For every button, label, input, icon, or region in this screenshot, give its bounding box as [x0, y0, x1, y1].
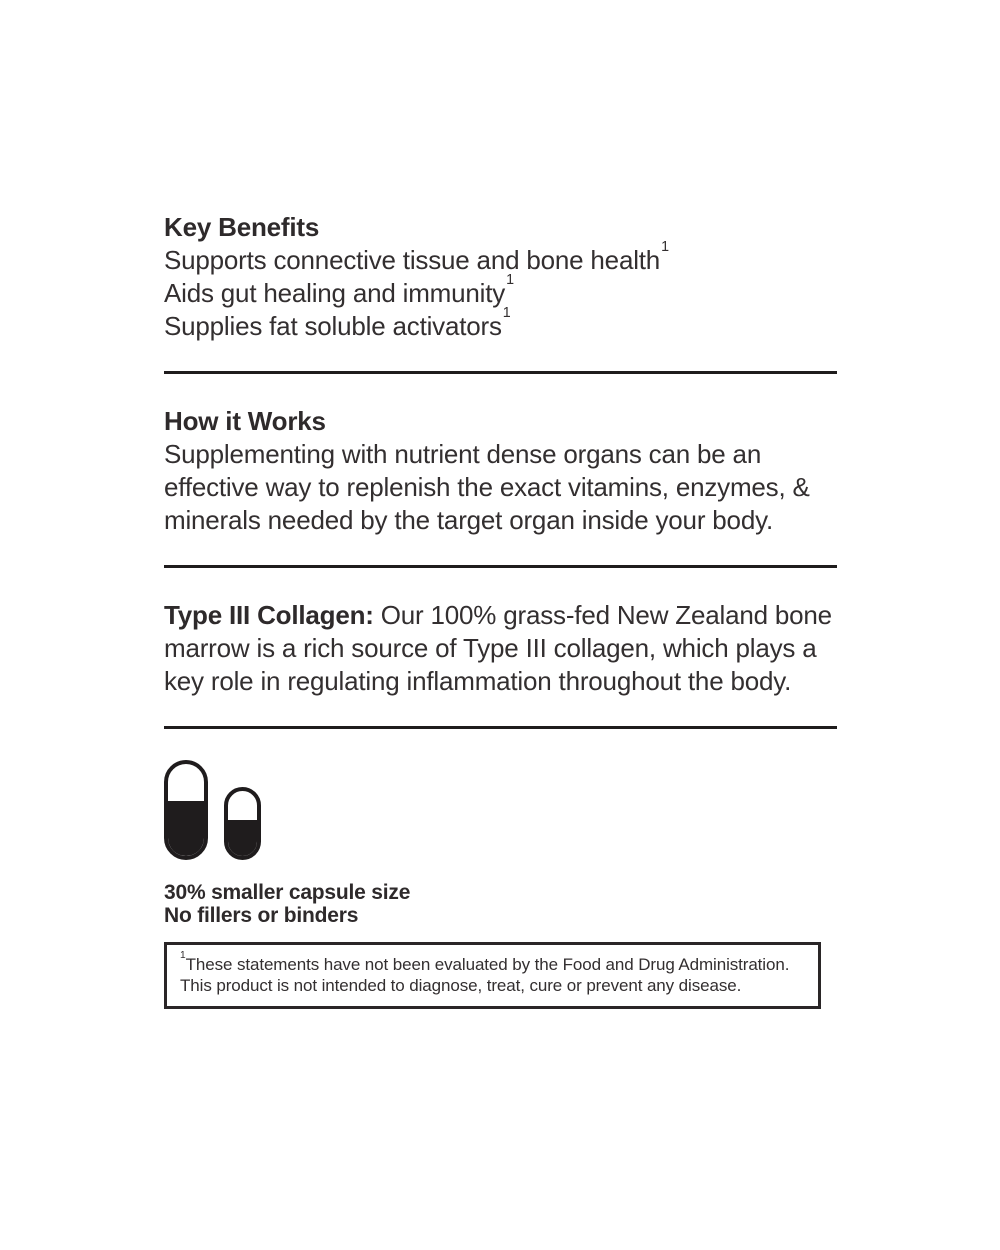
benefit-line	[164, 239, 837, 277]
benefit-text: Aids gut healing and immunity	[164, 278, 506, 308]
collagen-section	[164, 599, 837, 698]
capsule-large-icon	[164, 760, 208, 860]
benefit-line	[164, 272, 837, 310]
disclaimer-box	[164, 942, 821, 1009]
capsule-comparison-icon	[164, 760, 837, 860]
footnote-marker: 1	[502, 305, 511, 322]
capsule-small-icon	[224, 787, 261, 860]
footnote-marker: 1	[661, 239, 669, 256]
collagen-lead: Type III Collagen:	[164, 600, 374, 630]
benefit-line	[164, 305, 837, 343]
section-divider	[164, 371, 837, 374]
key-benefits-heading: Key Benefits	[164, 212, 320, 242]
capsule-section	[164, 760, 837, 927]
capsule-note-line: No fillers or binders	[164, 904, 359, 927]
capsule-notes	[164, 881, 837, 927]
benefit-text: Supplies fat soluble activators	[164, 311, 502, 341]
collagen-paragraph	[164, 599, 837, 698]
disclaimer-text: These statements have not been evaluated by the Food and Drug Administration.	[185, 955, 790, 974]
section-divider	[164, 565, 837, 568]
disclaimer-line: This product is not intended to diagnose, treat, cure or prevent any disease.	[180, 976, 742, 995]
how-it-works-section	[164, 405, 837, 537]
content-column	[164, 211, 837, 1009]
key-benefits-section	[164, 211, 837, 343]
capsule-fill	[166, 801, 206, 858]
collagen-body: Our 100% grass-fed New Zealand bone marrow is a rich source of Type III collagen, which plays a key role in regulating inflammation throughout the body.	[164, 600, 832, 696]
disclaimer-line	[180, 950, 806, 975]
footnote-marker: 1	[506, 272, 514, 289]
how-it-works-body: Supplementing with nutrient dense organs can be an effective way to replenish the exact vitamins, enzymes, & minerals needed by the target organ inside your body.	[164, 439, 810, 535]
capsule-fill	[226, 820, 259, 858]
capsule-note-line: 30% smaller capsule size	[164, 881, 411, 904]
benefit-text: Supports connective tissue and bone health	[164, 245, 661, 275]
footnote-marker: 1	[180, 950, 186, 962]
how-it-works-heading: How it Works	[164, 406, 326, 436]
section-divider	[164, 726, 837, 729]
